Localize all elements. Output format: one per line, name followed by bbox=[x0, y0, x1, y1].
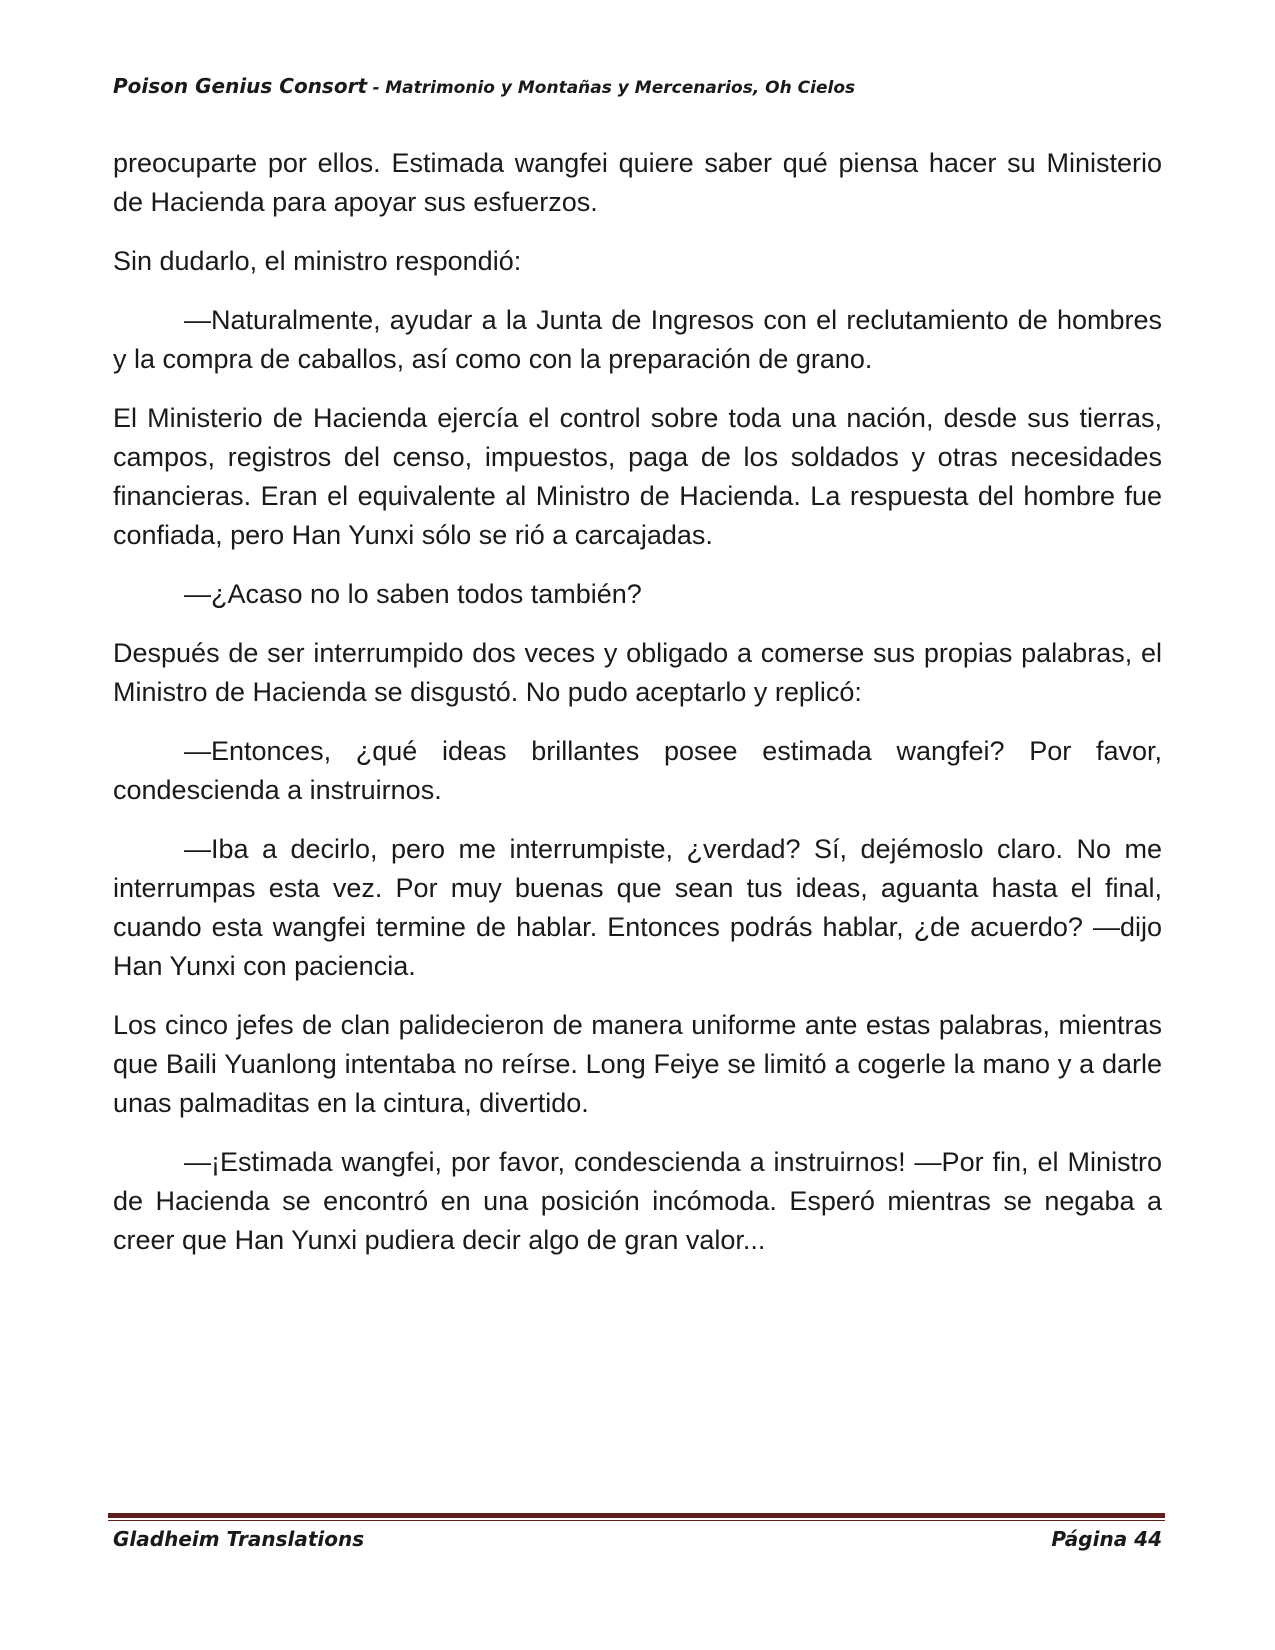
header-separator: - bbox=[372, 78, 380, 98]
dialogue-paragraph: —Iba a decirlo, pero me interrumpiste, ¿verdad? Sí, dejémoslo claro. No me interrumpas esta vez. Por muy buenas que sean tus ideas, aguanta hasta el final, cuando esta wangfei termine de hablar. Entonces podrás hablar, ¿de acuerdo? —dijo Han Yunxi con paciencia. bbox=[113, 834, 1162, 981]
running-header bbox=[113, 74, 1163, 98]
chapter-subtitle: Matrimonio y Montañas y Mercenarios, Oh Cielos bbox=[385, 78, 856, 98]
footer-divider-thin bbox=[108, 1520, 1165, 1521]
paragraph: El Ministerio de Hacienda ejercía el control sobre toda una nación, desde sus tierras, campos, registros del censo, impuestos, paga de los soldados y otras necesidades financieras. Eran el equivalente al Ministro de Hacienda. La respuesta del hombre fue confiada, pero Han Yunxi sólo se rió a carcajadas. bbox=[113, 403, 1162, 550]
dialogue-paragraph: —¿Acaso no lo saben todos también? bbox=[184, 579, 642, 609]
paragraph: Los cinco jefes de clan palidecieron de manera uniforme ante estas palabras, mientras que Baili Yuanlong intentaba no reírse. Long Feiye se limitó a cogerle la mano y a darle unas palmaditas en la cintura, divertido. bbox=[113, 1010, 1162, 1118]
footer-divider bbox=[108, 1513, 1165, 1521]
book-title: Poison Genius Consort bbox=[113, 74, 368, 98]
paragraph: preocuparte por ellos. Estimada wangfei quiere saber qué piensa hacer su Ministerio de Hacienda para apoyar sus esfuerzos. bbox=[113, 148, 1162, 217]
footer-divider-thick bbox=[108, 1513, 1165, 1518]
paragraph: Después de ser interrumpido dos veces y obligado a comerse sus propias palabras, el Ministro de Hacienda se disgustó. No pudo aceptarlo y replicó: bbox=[113, 638, 1162, 707]
dialogue-paragraph: —Naturalmente, ayudar a la Junta de Ingresos con el reclutamiento de hombres y la compra de caballos, así como con la preparación de grano. bbox=[113, 305, 1162, 374]
dialogue-paragraph: —Entonces, ¿qué ideas brillantes posee estimada wangfei? Por favor, condescienda a instruirnos. bbox=[113, 736, 1162, 805]
dialogue-paragraph: —¡Estimada wangfei, por favor, condescienda a instruirnos! —Por fin, el Ministro de Hacienda se encontró en una posición incómoda. Esperó mientras se negaba a creer que Han Yunxi pudiera decir algo de gran valor... bbox=[113, 1147, 1162, 1255]
paragraph: Sin dudarlo, el ministro respondió: bbox=[113, 246, 522, 276]
page-number: Página 44 bbox=[1051, 1527, 1162, 1551]
footer-publisher: Gladheim Translations bbox=[113, 1527, 365, 1551]
page-body bbox=[113, 144, 1162, 1280]
